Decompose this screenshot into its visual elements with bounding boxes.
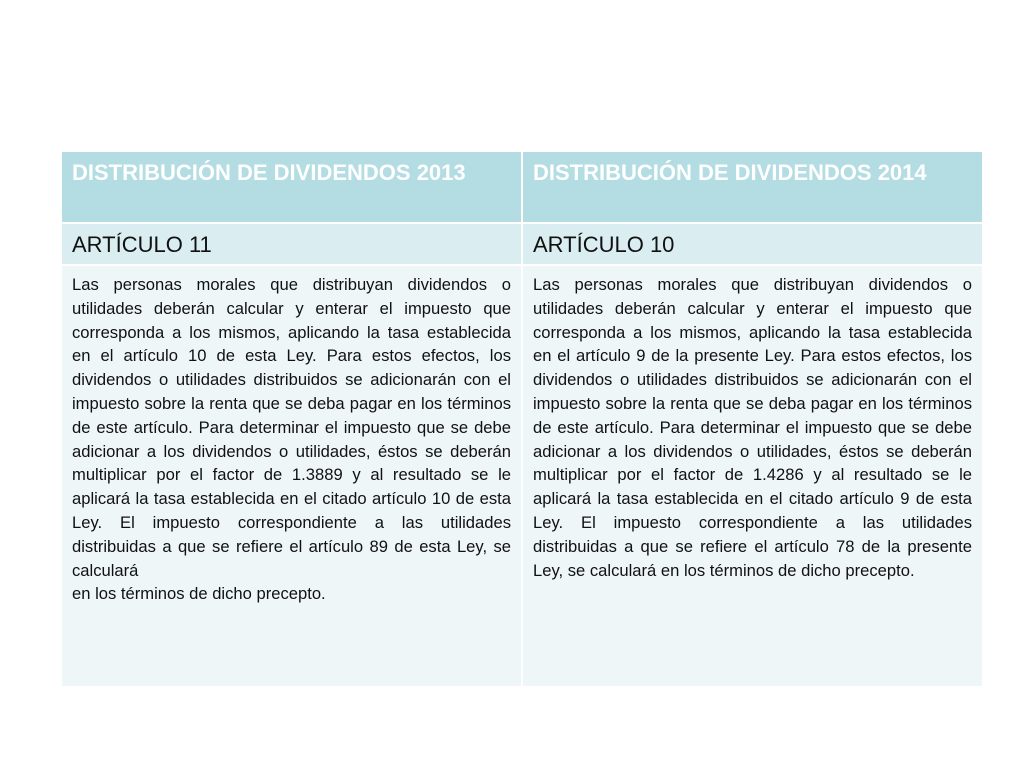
body-text-2013 [62,266,521,606]
article-label-2013: ARTÍCULO 11 [72,232,212,257]
header-title-2014: DISTRIBUCIÓN DE DIVIDENDOS 2014 [533,160,927,185]
header-cell-2013 [61,151,522,223]
body-cell-2014 [522,265,983,687]
article-row [61,223,983,265]
body-cell-2013 [61,265,522,687]
dividend-comparison-table [60,150,984,688]
article-cell-2014 [522,223,983,265]
header-title-2013: DISTRIBUCIÓN DE DIVIDENDOS 2013 [72,160,466,185]
article-label-2014: ARTÍCULO 10 [533,232,675,257]
body-paragraph: en los términos de dicho precepto. [72,584,326,604]
body-text-2014 [523,266,982,582]
header-cell-2014 [522,151,983,223]
header-row [61,151,983,223]
article-cell-2013 [61,223,522,265]
body-paragraph: Las personas morales que distribuyan dividendos o utilidades deberán calcular y enterar el impuesto que corresponda a los mismos, aplicando la tasa establecida en el artículo 9 de la presente Ley. Para estos efectos, los dividendos o utilidades distribuidos se adicionarán con el impuesto sobre la renta que se deba pagar en los términos de este artículo. Para determinar el impuesto que se debe adicionar a los dividendos o utilidades, éstos se deberán multiplicar por el factor de 1.4286 y al resultado se le aplicará la tasa establecida en el citado artículo 9 de esta Ley. El impuesto correspondiente a las utilidades distribuidas a que se refiere el artículo 78 de la presente Ley, se calculará en los términos de dicho precepto. [533,275,972,580]
body-paragraph: Las personas morales que distribuyan dividendos o utilidades deberán calcular y enterar el impuesto que corresponda a los mismos, aplicando la tasa establecida en el artículo 10 de esta Ley. Para estos efectos, los dividendos o utilidades distribuidos se adicionarán con el impuesto sobre la renta que se deba pagar en los términos de este artículo. Para determinar el impuesto que se debe adicionar a los dividendos o utilidades, éstos se deberán multiplicar por el factor de 1.3889 y al resultado se le aplicará la tasa establecida en el citado artículo 10 de esta Ley. El impuesto correspondiente a las utilidades distribuidas a que se refiere el artículo 89 de esta Ley, se calculará [72,275,511,580]
body-row [61,265,983,687]
